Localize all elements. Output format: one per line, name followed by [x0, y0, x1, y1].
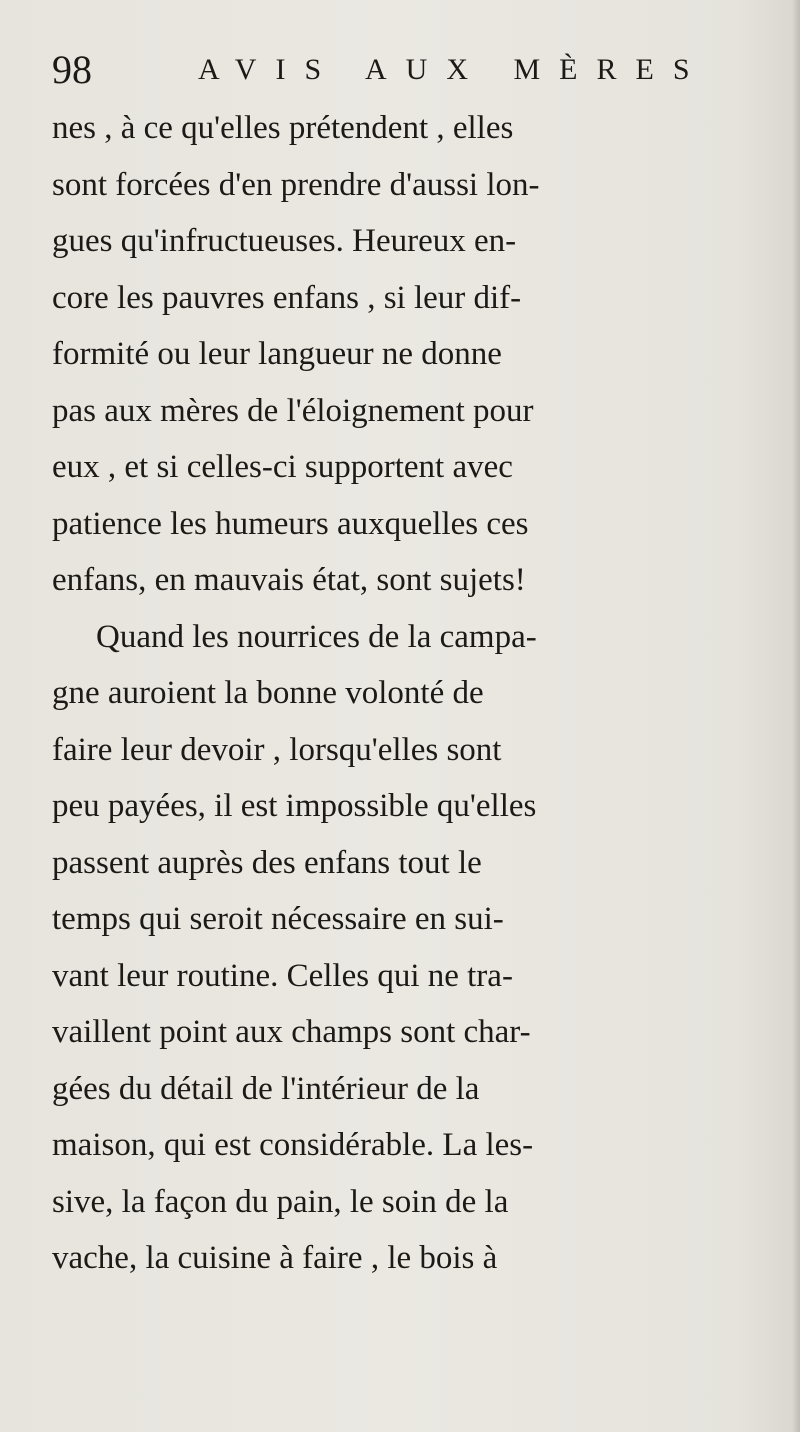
text-line: eux , et si celles-ci supportent avec	[52, 449, 513, 485]
text-line: nes , à ce qu'elles prétendent , elles	[52, 110, 514, 146]
text-line: sont forcées d'en prendre d'aussi lon-	[52, 166, 540, 203]
text-line: vant leur routine. Celles qui ne tra-	[52, 957, 513, 994]
running-title: AVIS AUX MÈRES	[198, 53, 709, 86]
text-line: vaillent point aux champs sont char-	[52, 1014, 531, 1050]
text-line: vache, la cuisine à faire , le bois à	[52, 1240, 498, 1276]
text-line: core les pauvres enfans , si leur dif-	[52, 279, 522, 316]
page-header	[52, 40, 752, 104]
text-line: passent auprès des enfans tout le	[52, 844, 482, 881]
body-text	[52, 100, 792, 1287]
text-line: maison, qui est considérable. La les-	[52, 1127, 534, 1163]
text-line: peu payées, il est impossible qu'elles	[52, 788, 537, 824]
text-line: temps qui seroit nécessaire en sui-	[52, 901, 504, 937]
text-line: formité ou leur langueur ne donne	[52, 336, 502, 372]
text-line: gées du détail de l'intérieur de la	[52, 1070, 480, 1107]
page-number: 98	[52, 47, 92, 92]
text-line: pas aux mères de l'éloignement pour	[52, 392, 534, 429]
text-line: patience les humeurs auxquelles ces	[52, 505, 529, 542]
text-line: enfans, en mauvais état, sont sujets!	[52, 562, 526, 598]
text-line: faire leur devoir , lorsqu'elles sont	[52, 731, 502, 768]
paragraph-start-line: Quand les nourrices de la campa-	[96, 618, 537, 655]
text-line: gne auroient la bonne volonté de	[52, 675, 484, 711]
text-line: sive, la façon du pain, le soin de la	[52, 1183, 509, 1220]
text-line: gues qu'infructueuses. Heureux en-	[52, 223, 517, 259]
page-edge-shadow	[792, 0, 800, 1432]
